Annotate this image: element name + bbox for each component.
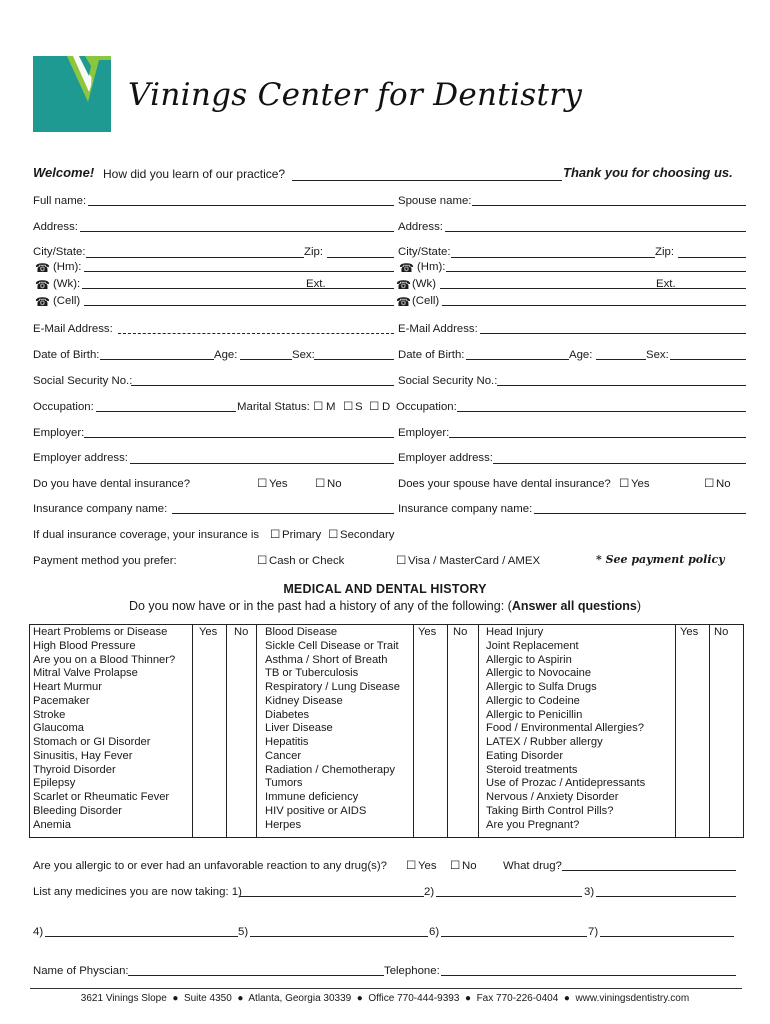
spouse-ssn-label: Social Security No.: [398,375,498,387]
ssn-label: Social Security No.: [33,375,133,387]
zip-label: Zip: [304,246,323,258]
spouse-address-label: Address: [398,221,443,233]
footer-fax: Fax 770-226-0404 [476,993,559,1004]
history-item: Sinusitis, Hay Fever [33,749,133,762]
secondary-checkbox[interactable]: ☐ [328,529,339,541]
what-drug-label: What drug? [503,860,562,872]
spouse-dob-label: Date of Birth: [398,349,465,361]
history-item: Food / Environmental Allergies? [486,722,644,735]
spouse-age-label: Age: [569,349,593,361]
medicine-2-field[interactable] [436,896,582,897]
history-title: MEDICAL AND DENTAL HISTORY [283,582,487,596]
spouse-address-field[interactable] [445,231,746,232]
spouse-occupation-field[interactable] [457,411,746,412]
subtitle-pre: Do you now have or in the past had a history of any of the following: ( [128,599,512,613]
spouse-work-phone-field[interactable] [440,288,746,289]
insurance-no-checkbox[interactable]: ☐ [315,478,326,490]
history-item: Use of Prozac / Antidepressants [486,777,646,790]
spouse-city-state-label: City/State: [398,246,451,258]
history-item: Allergic to Sulfa Drugs [486,681,597,693]
history-item: Scarlet or Rheumatic Fever [33,791,170,803]
subtitle-bold: Answer all questions [511,599,637,613]
city-state-field[interactable] [86,257,304,258]
footer-address: 3621 Vinings Slope [80,993,167,1004]
email-field[interactable] [118,333,394,334]
occupation-field[interactable] [96,411,236,412]
history-item: Nervous / Anxiety Disorder [486,791,619,803]
medicines-label: List any medicines you are now taking: 1) [33,886,242,898]
medicine-6-label: 6) [429,926,440,938]
sex-field[interactable] [314,359,394,360]
history-item: Sickle Cell Disease or Trait [265,639,399,652]
col1-yes-header: Yes [199,626,218,638]
history-item: Head Injury [486,626,544,638]
spouse-occupation-label: Occupation: [396,401,457,413]
spouse-insurance-yes-checkbox[interactable]: ☐ [619,478,630,490]
spouse-work-phone-label: (Wk) [412,278,437,290]
spouse-cell-phone-field[interactable] [442,305,746,306]
spouse-employer-address-field[interactable] [493,463,746,464]
telephone-label: Telephone: [384,965,440,977]
footer-city: Atlanta, Georgia 30339 [248,993,352,1004]
allergic-question: Are you allergic to or ever had an unfavorable reaction to any drug(s)? [33,860,387,872]
medicine-6-field[interactable] [441,936,587,937]
spouse-sex-field[interactable] [670,359,746,360]
physician-field[interactable] [128,975,384,976]
history-item: Bleeding Disorder [33,804,122,817]
history-item: Heart Murmur [33,681,102,693]
full-name-label: Full name: [33,195,87,207]
history-item: Thyroid Disorder [33,763,116,776]
practice-logo-icon [33,56,111,132]
spouse-ext-label: Ext. [656,278,676,290]
history-item: Cancer [265,749,302,762]
cell-phone-field[interactable] [84,305,394,306]
employer-address-field[interactable] [130,463,394,464]
learn-question: How did you learn of our practice? [103,167,286,181]
spouse-employer-label: Employer: [398,427,450,439]
work-phone-field[interactable] [82,288,394,289]
allergic-yes-checkbox[interactable]: ☐ [406,860,417,872]
spouse-insurance-company-label: Insurance company name: [398,503,533,515]
history-item: Liver Disease [265,722,333,735]
dental-insurance-question: Do you have dental insurance? [33,478,191,490]
history-item: Pacemaker [33,694,90,707]
insurance-company-field[interactable] [172,513,394,514]
history-subtitle [0,600,770,613]
history-item: Steroid treatments [486,763,578,776]
medicine-2-label: 2) [424,886,435,898]
footer-office: Office 770-444-9393 [368,993,460,1004]
spouse-name-field[interactable] [472,205,746,206]
col2-no-header: No [453,626,468,638]
insurance-no-label: No [327,478,342,490]
marital-status-label: Marital Status: [237,401,310,413]
history-item: Mitral Valve Prolapse [33,667,138,680]
visa-label: Visa / MasterCard / AMEX [408,555,541,567]
allergic-yes-label: Yes [418,860,437,872]
allergic-no-label: No [462,860,477,872]
full-name-field[interactable] [88,205,394,206]
age-field[interactable] [240,359,292,360]
learn-answer-line[interactable] [292,180,562,181]
marital-m-label: M [326,401,336,413]
phone-icon: ☎ [35,295,50,309]
history-item: Joint Replacement [486,639,579,652]
history-item: Blood Disease [265,626,338,638]
history-column-2 [265,626,400,832]
payment-method-label: Payment method you prefer: [33,555,177,567]
allergic-no-checkbox[interactable]: ☐ [450,860,461,872]
spouse-insurance-question: Does your spouse have dental insurance? [398,478,611,490]
history-item: Hepatitis [265,736,309,748]
history-item: Kidney Disease [265,694,343,707]
history-table [29,624,744,838]
history-item: HIV positive or AIDS [265,804,367,817]
spouse-insurance-no-label: No [716,478,731,490]
home-phone-label: (Hm): [53,261,82,273]
ssn-field[interactable] [131,385,394,386]
sex-label: Sex: [292,349,315,361]
history-item: Asthma / Short of Breath [265,653,388,666]
col2-yes-header: Yes [418,626,437,638]
address-label: Address: [33,221,78,233]
footer-suite: Suite 4350 [183,993,232,1004]
medicine-4-field[interactable] [45,936,238,937]
home-phone-field[interactable] [84,271,394,272]
medicine-7-label: 7) [588,926,599,938]
spouse-city-state-field[interactable] [451,257,655,258]
footer: 3621 Vinings Slope ● Suite 4350 ● Atlanta, Georgia 30339 ● Office 770-444-9393 ● Fax 770-226-0404 ● www.viningsdentistry.com [80,993,690,1004]
medicine-3-field[interactable] [596,896,736,897]
insurance-yes-label: Yes [269,478,288,490]
history-item: Heart Problems or Disease [33,626,168,638]
medicine-7-field[interactable] [600,936,734,937]
email-label: E-Mail Address: [33,323,113,335]
payment-policy-note: * See payment policy [596,553,725,566]
spouse-age-field[interactable] [596,359,646,360]
history-item: Allergic to Novocaine [486,667,592,680]
age-label: Age: [214,349,238,361]
history-item: Anemia [33,818,71,831]
history-item: Eating Disorder [486,749,564,762]
history-item: Allergic to Codeine [486,694,580,707]
history-item: Stroke [33,708,66,721]
spouse-home-phone-label: (Hm): [417,261,446,273]
marital-d-label: D [382,401,391,413]
history-item: High Blood Pressure [33,639,136,652]
history-item: Immune deficiency [265,791,359,803]
spouse-zip-label: Zip: [655,246,674,258]
spouse-dob-field[interactable] [466,359,569,360]
phone-icon: ☎ [35,261,50,275]
practice-name: Vinings Center for Dentistry [128,77,583,113]
marital-m-checkbox[interactable]: ☐ [313,401,324,413]
employer-label: Employer: [33,427,85,439]
dob-label: Date of Birth: [33,349,100,361]
phone-icon: ☎ [396,295,411,309]
employer-address-label: Employer address: [33,452,128,464]
primary-checkbox[interactable]: ☐ [270,529,281,541]
history-item: Stomach or GI Disorder [33,736,151,748]
cell-phone-label: (Cell) [53,295,81,307]
primary-label: Primary [282,529,322,541]
spouse-zip-field[interactable] [678,257,746,258]
spouse-ssn-field[interactable] [497,385,746,386]
telephone-field[interactable] [441,975,736,976]
spouse-sex-label: Sex: [646,349,669,361]
history-item: Epilepsy [33,777,76,790]
history-item: TB or Tuberculosis [265,667,359,680]
insurance-company-label: Insurance company name: [33,503,168,515]
spouse-employer-address-label: Employer address: [398,452,493,464]
history-item: Taking Birth Control Pills? [486,804,614,817]
dob-field[interactable] [100,359,214,360]
history-item: Allergic to Aspirin [486,653,572,666]
phone-icon: ☎ [35,278,50,292]
marital-d-checkbox[interactable]: ☐ [369,401,380,413]
col3-yes-header: Yes [680,626,699,638]
phone-icon: ☎ [399,261,414,275]
spouse-name-label: Spouse name: [398,195,472,207]
history-item: Diabetes [265,708,310,721]
occupation-label: Occupation: [33,401,94,413]
physician-label: Name of Physcian: [33,965,129,977]
phone-icon: ☎ [396,278,411,292]
history-column-1 [33,626,175,832]
col1-no-header: No [234,626,249,638]
footer-divider [30,988,742,989]
medicine-3-label: 3) [584,886,595,898]
cash-check-label: Cash or Check [269,555,345,567]
col3-no-header: No [714,626,729,638]
address-field[interactable] [80,231,394,232]
footer-web[interactable]: www.viningsdentistry.com [575,993,690,1004]
ext-label: Ext. [306,278,326,290]
city-state-label: City/State: [33,246,86,258]
spouse-insurance-company-field[interactable] [534,513,746,514]
spouse-email-field[interactable] [480,333,746,334]
welcome-label: Welcome! [33,165,95,180]
spouse-insurance-yes-label: Yes [631,478,650,490]
medicine-4-label: 4) [33,926,44,938]
history-item: LATEX / Rubber allergy [486,736,603,748]
medicine-5-field[interactable] [250,936,428,937]
subtitle-post: ) [636,599,642,613]
history-item: Respiratory / Lung Disease [265,681,400,693]
dual-coverage-question: If dual insurance coverage, your insurance is [33,529,260,541]
secondary-label: Secondary [340,529,395,541]
marital-s-label: S [355,401,363,413]
visa-checkbox[interactable]: ☐ [396,555,407,567]
history-item: Herpes [265,818,302,831]
history-item: Are you Pregnant? [486,818,580,831]
history-item: Are you on a Blood Thinner? [33,653,176,666]
zip-field[interactable] [327,257,394,258]
history-item: Allergic to Penicillin [486,708,583,721]
spouse-insurance-no-checkbox[interactable]: ☐ [704,478,715,490]
what-drug-field[interactable] [562,870,736,871]
spouse-email-label: E-Mail Address: [398,323,478,335]
thank-you: Thank you for choosing us. [563,165,733,180]
work-phone-label: (Wk): [53,278,81,290]
history-item: Glaucoma [33,722,84,735]
history-column-3 [486,626,645,832]
history-item: Radiation / Chemotherapy [265,763,395,776]
spouse-home-phone-field[interactable] [446,271,746,272]
employer-field[interactable] [84,437,394,438]
cash-check-checkbox[interactable]: ☐ [257,555,268,567]
spouse-cell-phone-label: (Cell) [412,295,440,307]
medicine-1-field[interactable] [239,896,424,897]
history-item: Tumors [265,777,303,790]
insurance-yes-checkbox[interactable]: ☐ [257,478,268,490]
marital-s-checkbox[interactable]: ☐ [343,401,354,413]
medicine-5-label: 5) [238,926,249,938]
spouse-employer-field[interactable] [449,437,746,438]
